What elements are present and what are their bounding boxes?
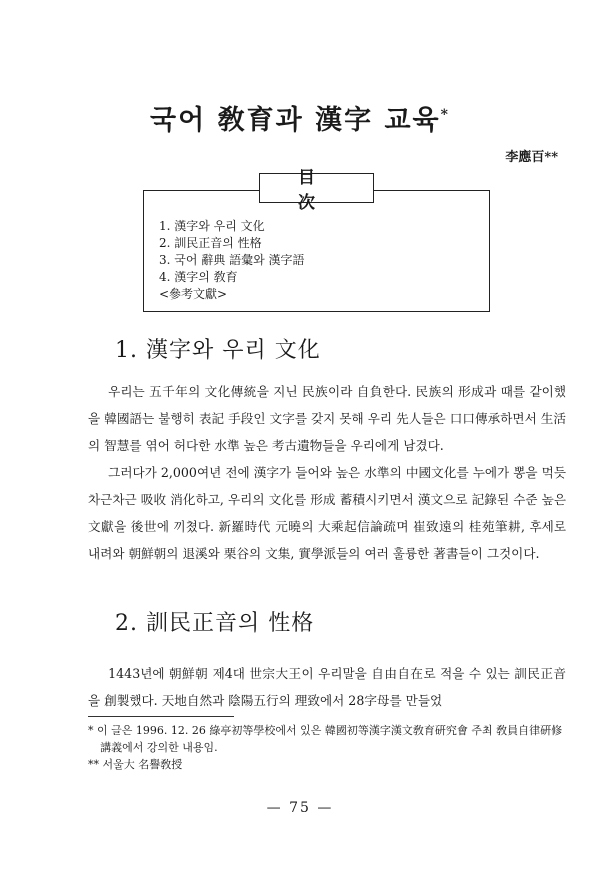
toc-item: 1. 漢字와 우리 文化 [159, 219, 265, 233]
toc-item: 2. 訓民正音의 性格 [159, 236, 262, 250]
author-name: 李應百** [505, 150, 558, 165]
body-paragraph: 1443년에 朝鮮朝 제4대 世宗大王이 우리말을 自由自在로 적을 수 있는 訓民正音을 創製했다. 天地自然과 陰陽五行의 理致에서 28字母를 만들었 [88, 666, 566, 708]
footnotes [88, 722, 566, 773]
toc-item: 3. 국어 辭典 語彙와 漢字語 [159, 253, 305, 267]
page-number: — 75 — [266, 800, 334, 816]
article-title [0, 98, 600, 137]
section-heading-2: 2. 訓民正音의 性格 [115, 611, 315, 636]
section-heading-1: 1. 漢字와 우리 文化 [115, 338, 321, 363]
toc-header: 目次 [259, 173, 374, 203]
footnote: ** 서울大 名譽敎授 [88, 758, 183, 771]
body-paragraph: 그러다가 2,000여년 전에 漢字가 들어와 높은 水準의 中國文化를 누에가 뽕을 먹듯 차근차근 吸收 消化하고, 우리의 文化를 形成 蓄積시키면서 漢文으로 記錄된 수준 높은 文獻을 後世에 끼쳤다. 新羅時代 元曉의 大乘起信論疏며 崔致遠의 桂苑筆耕, 후세로 내려와 朝鮮朝의 退溪와 栗谷의 文集, 實學派들의 여러 훌륭한 著書들이 그것이다. [88, 465, 566, 561]
footnote: * 이 글은 1996. 12. 26 綠亭初等學校에서 있은 韓國初等漢字漢文敎育硏究會 주최 敎員自律硏修講義에서 강의한 내용임. [88, 724, 563, 754]
title-footnote-mark: * [440, 107, 450, 123]
body-paragraph: 우리는 五千年의 文化傳統을 지닌 民族이라 自負한다. 民族의 形成과 때를 같이했을 韓國語는 불행히 表記 手段인 文字를 갖지 못해 우리 先人들은 口口傳承하면서 生活의 智慧를 엮어 허다한 水準 높은 考古遺物들을 우리에게 남겼다. [88, 384, 566, 453]
toc-list [159, 218, 304, 303]
toc-item: 4. 漢字의 敎育 [159, 270, 238, 284]
footnote-divider [88, 716, 234, 717]
toc-item: <參考文獻> [159, 287, 228, 301]
table-of-contents [143, 168, 490, 312]
article-title-text: 국어 敎育과 漢字 교육 [150, 105, 441, 136]
